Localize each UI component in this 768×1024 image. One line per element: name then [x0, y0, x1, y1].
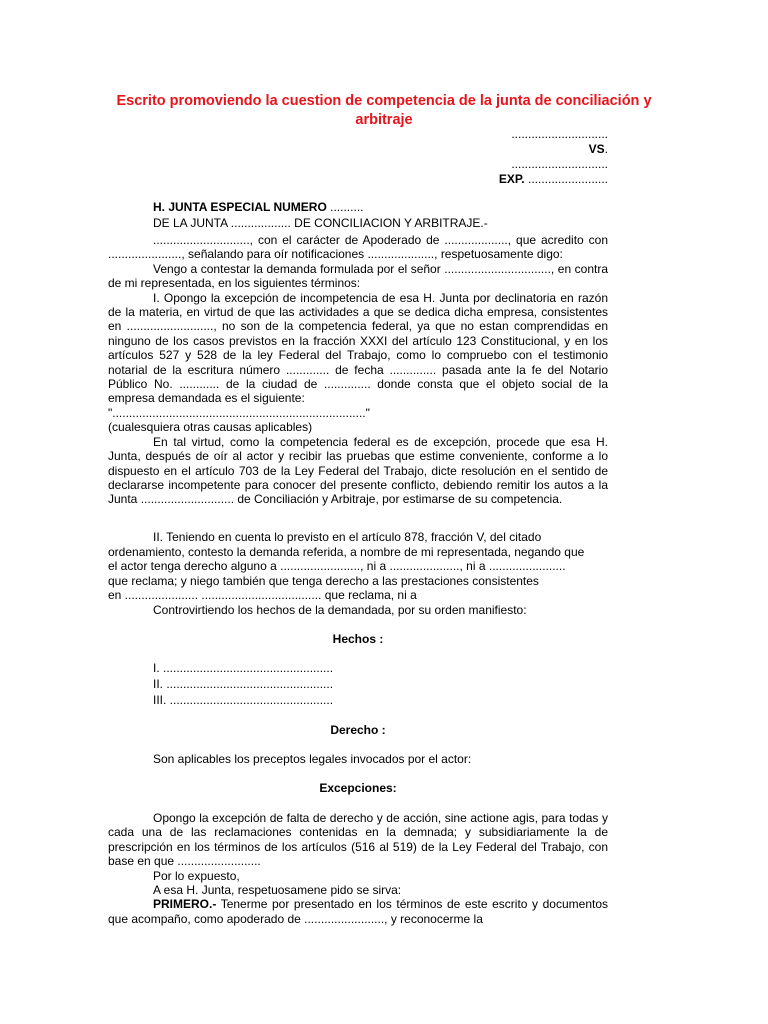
- excepciones-text: Opongo la excepción de falta de derecho y de acción, sine actione agis, para todas y cada una de las reclamaciones contenidas en la demnada; y subsidiariamente la de prescripción en los términos de los artículos (516 al 519) de la Ley Federal del Trabajo, con base en que .........................: [108, 811, 608, 869]
- junta-line-1: [153, 200, 653, 214]
- document-title: Escrito promoviendo la cuestion de competencia de la junta de conciliación y arbitraje: [116, 93, 652, 128]
- junta-line-2: DE LA JUNTA .................. DE CONCILIACION Y ARBITRAJE.-: [153, 216, 488, 230]
- paragraph-exception-one: I. Opongo la excepción de incompetencia de esa H. Junta por declinatoria en razón de la materia, en virtud de que las actividades a que se dedica dicha empresa, consistentes en .........................., no son de la competencia federal, ya que no estan comprendidas en ninguno de los casos previstos en la fracción XXXI del artículo 123 Constitucional, y en los artículos 527 y 528 de la ley Federal del Trabajo, como lo compruebo con el testimonio notarial de la escritura número ............. de fecha .............. pasada ante la fe del Notario Público No. ............ de la ciudad de .............. donde consta que el objeto social de la empresa demandada es el siguiente:: [108, 290, 608, 406]
- paragraph-facts-intro: Controvirtiendo los hechos de la demandada, por su orden manifiesto:: [153, 603, 527, 617]
- a-esa-junta: A esa H. Junta, respetuosamene pido se sirva:: [153, 883, 402, 898]
- body-section-excepciones: [108, 811, 608, 926]
- primero-label: PRIMERO.-: [153, 897, 217, 912]
- excepciones-heading: Excepciones:: [319, 781, 397, 795]
- paragraph-contest: Vengo a contestar la demanda formulada por el señor ................................, en contra de mi representada, en los siguientes términos:: [108, 261, 608, 291]
- exp-value: ........................: [527, 172, 608, 186]
- primero-paragraph: [108, 897, 608, 926]
- party-placeholder-2: .............................: [511, 157, 608, 171]
- paragraph-quote: "............................................................................": [108, 405, 370, 420]
- paragraph-two-line-2: ordenamiento, contesto la demanda referida, a nombre de mi representada, negando que: [108, 545, 585, 559]
- paragraph-note: (cualesquiera otras causas aplicables): [108, 420, 313, 435]
- vs-text: VS: [588, 142, 605, 156]
- paragraph-appearance: ............................., con el carácter de Apoderado de ..................., que acredito con ......................, señalando para oír notificaciones ...................., respetuosamente digo:: [108, 233, 608, 262]
- hechos-item: II. ..................................................: [153, 677, 334, 691]
- hechos-item: III. .................................................: [153, 693, 334, 707]
- vs-label: [589, 142, 608, 157]
- por-lo-expuesto: Por lo expuesto,: [153, 868, 240, 883]
- exp-line: [499, 172, 608, 187]
- paragraph-two-line-1: II. Teniendo en cuenta lo previsto en el artículo 878, fracción V, del citado: [153, 530, 542, 544]
- party-placeholder-1: .............................: [511, 127, 608, 141]
- hechos-item: I. ...................................................: [153, 661, 334, 675]
- junta-dots: ..........: [330, 200, 364, 214]
- exp-label: EXP.: [498, 172, 525, 186]
- derecho-text: Son aplicables los preceptos legales invocados por el actor:: [153, 752, 472, 766]
- junta-label: H. JUNTA ESPECIAL NUMERO: [153, 200, 327, 214]
- paragraph-competence: En tal virtud, como la competencia federal es de excepción, procede que esa H. Junta, después de oír al actor y recibir las pruebas que estime conveniente, conforme a lo dispuesto en el artículo 703 de la Ley Federal del Trabajo, dicte resolución en el sentido de declararse incompetente para conocer del presente conflicto, debiendo remitir los autos a la Junta ............................ de Conciliación y Arbitraje, por estimarse de su competencia.: [108, 434, 608, 507]
- primero-text: Tenerme por presentado en los términos de este escrito y documentos que acompaño, como apoderado de ........................, y reconocerme la: [108, 897, 608, 926]
- derecho-heading: Derecho :: [330, 723, 386, 737]
- paragraph-two-line-5: en ...................... .................................... que reclama, ni a: [108, 588, 417, 602]
- body-section-1: [108, 233, 608, 507]
- vs-dot: .: [604, 142, 608, 156]
- paragraph-two-line-3: el actor tenga derecho alguno a ........................, ni a ....................., ni a .......................: [108, 559, 566, 573]
- hechos-heading: Hechos :: [332, 632, 384, 646]
- paragraph-two-line-4: que reclama; y niego también que tenga derecho a las prestaciones consistentes: [108, 574, 539, 588]
